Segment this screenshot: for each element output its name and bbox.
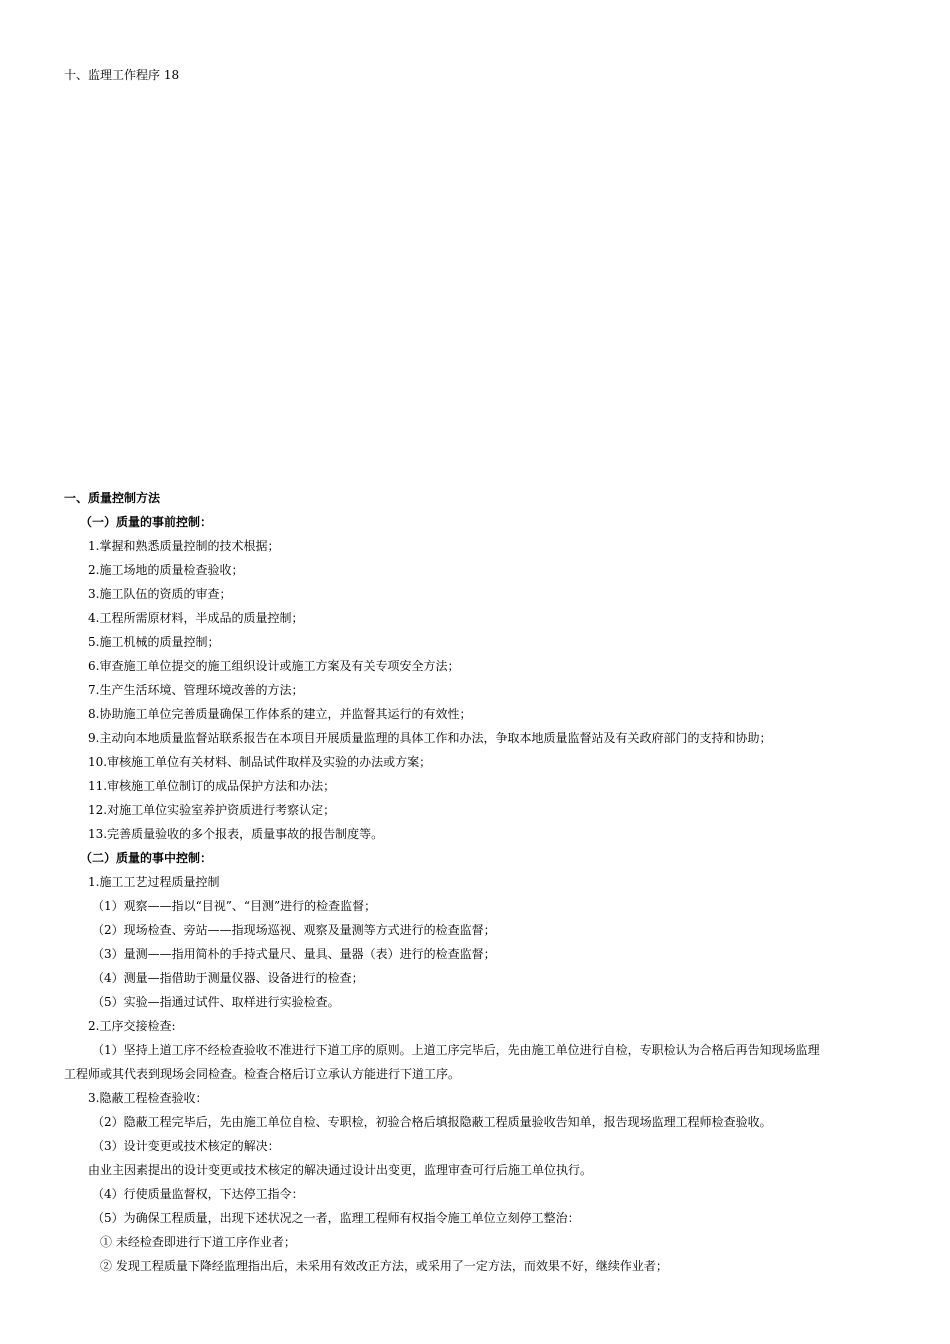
process-list	[64, 894, 890, 1014]
list-item: ② 发现工程质量下降经监理指出后，未采用有效改正方法，或采用了一定方法，而效果不好，继续作业者；	[100, 1259, 668, 1273]
pre-control-list	[64, 534, 890, 846]
list-item: 6.审查施工单位提交的施工组织设计或施工方案及有关专项安全方法；	[88, 659, 460, 673]
list-item: 2.施工场地的质量检查验收；	[88, 563, 244, 577]
list-item: 4.工程所需原材料，半成品的质量控制；	[88, 611, 304, 625]
list-item: 13.完善质量验收的多个报表，质量事故的报告制度等。	[88, 827, 384, 841]
list-item: 8.协助施工单位完善质量确保工作体系的建立，并监督其运行的有效性；	[88, 707, 472, 721]
list-item: 1.掌握和熟悉质量控制的技术根据；	[88, 539, 280, 553]
hidden-work-title: 3.隐蔽工程检查验收：	[88, 1091, 208, 1105]
handover-title: 2.工序交接检查:	[88, 1019, 176, 1033]
list-item: （2）现场检查、旁站——指现场巡视、观察及量测等方式进行的检查监督；	[92, 923, 496, 937]
list-item: 3.施工队伍的资质的审查；	[88, 587, 232, 601]
list-item: 11.审核施工单位制订的成品保护方法和办法；	[88, 779, 336, 793]
section-content	[64, 486, 890, 1278]
list-item: 7.生产生活环境、管理环境改善的方法；	[88, 683, 304, 697]
list-item: 10.审核施工单位有关材料、制品试件取样及实验的办法或方案；	[88, 755, 432, 769]
section-title: 一、质量控制方法	[64, 491, 161, 505]
list-item: 12.对施工单位实验室养护资质进行考察认定；	[88, 803, 336, 817]
in-control-heading: （二）质量的事中控制：	[80, 851, 213, 865]
list-item: （3）量测——指用简朴的手持式量尺、量具、量器（表）进行的检查监督；	[92, 947, 496, 961]
list-item: （5）实验—指通过试件、取样进行实验检查。	[92, 995, 340, 1009]
stop-work-intro: （5）为确保工程质量，出现下述状况之一者，监理工程师有权指令施工单位立刻停工整治：	[92, 1211, 580, 1225]
design-change-text: 由业主因素提出的设计变更或技术核定的解决通过设计出变更，监理审查可行后施工单位执行。	[88, 1163, 593, 1177]
list-item: 9.主动向本地质量监督站联系报告在本项目开展质量监理的具体工作和办法，争取本地质量监督站及有关政府部门的支持和协助；	[88, 731, 772, 745]
handover-paragraph-continued: 工程师或其代表到现场会同检查。检查合格后订立承认方能进行下道工序。	[64, 1067, 461, 1081]
list-item: 5.施工机械的质量控制；	[88, 635, 220, 649]
pre-control-heading: （一）质量的事前控制：	[80, 515, 213, 529]
handover-paragraph: （1）坚持上道工序不经检查验收不准进行下道工序的原则。上道工序完毕后，先由施工单位进行自检，专职检认为合格后再告知现场监理	[92, 1043, 820, 1057]
process-title: 1.施工工艺过程质量控制	[88, 875, 220, 889]
list-item: （1）观察——指以“目视”、“目测”进行的检查监督；	[92, 899, 377, 913]
hidden-work-paragraph: （2）隐蔽工程完毕后，先由施工单位自检、专职检，初验合格后填报隐蔽工程质量验收告知单，报告现场监理工程师检查验收。	[92, 1115, 772, 1129]
stop-work-title: （4）行使质量监督权，下达停工指令：	[92, 1187, 304, 1201]
list-item: （4）测量—指借助于测量仪器、设备进行的检查；	[92, 971, 364, 985]
design-change-title: （3）设计变更或技术核定的解决：	[92, 1139, 280, 1153]
list-item: ① 未经检查即进行下道工序作业者；	[100, 1235, 296, 1249]
toc-entry: 十、监理工作程序 18	[64, 68, 180, 82]
